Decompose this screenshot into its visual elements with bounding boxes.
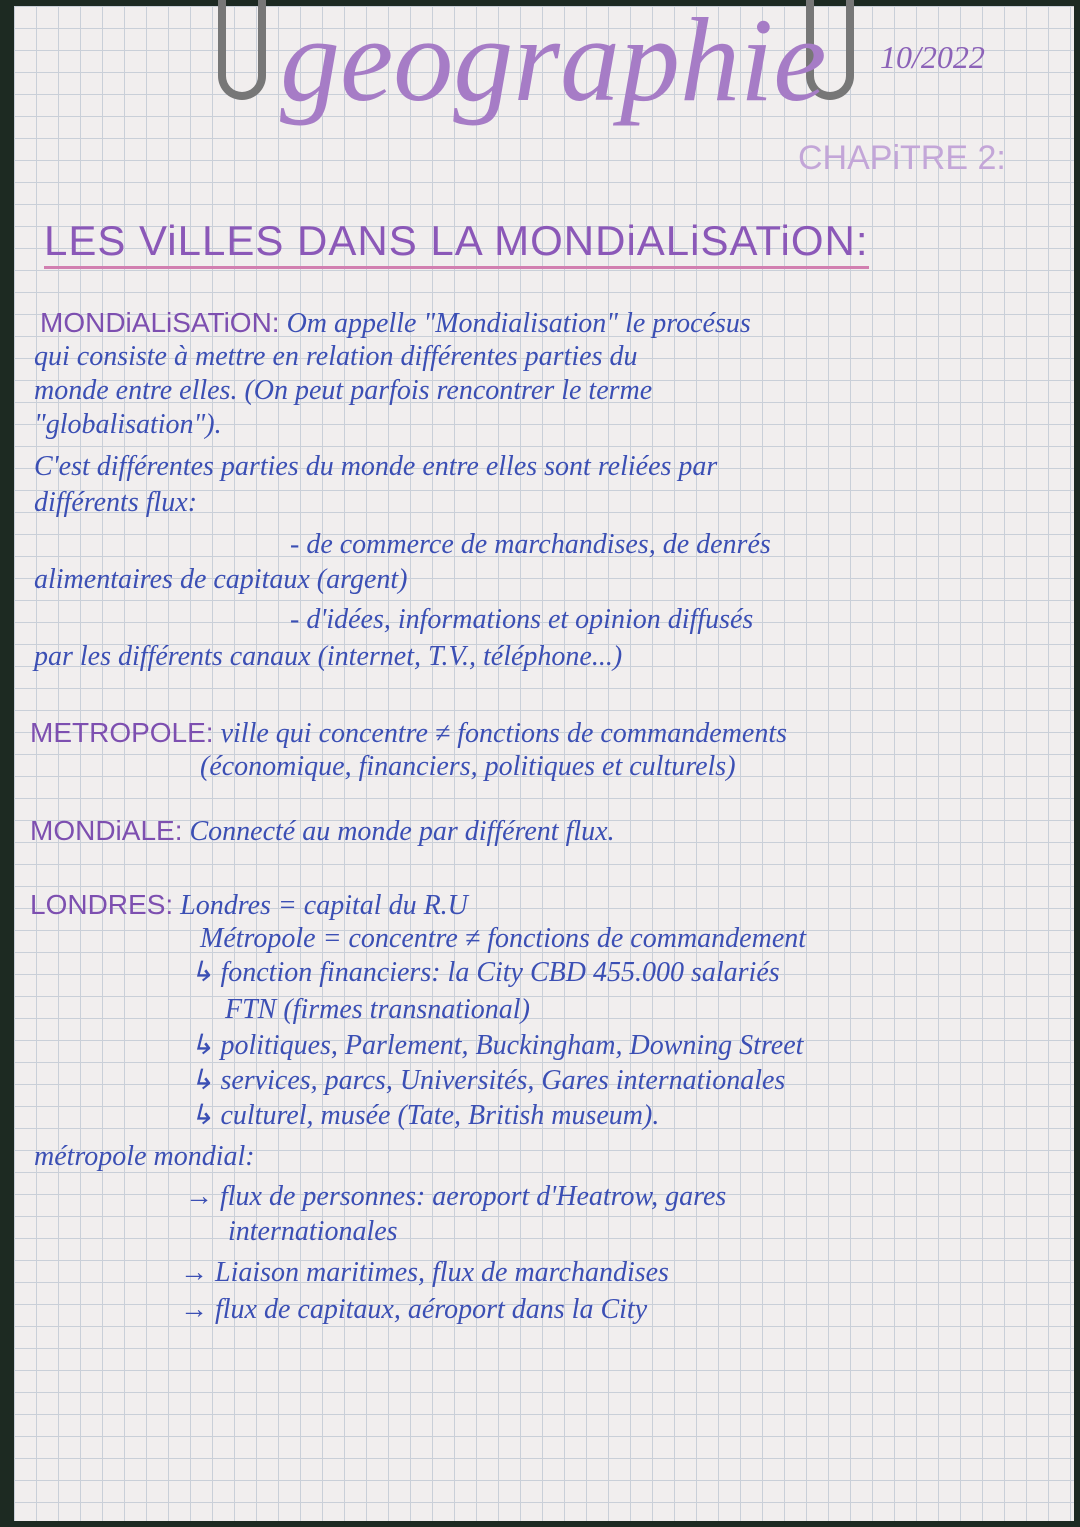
note-line <box>180 1258 669 1289</box>
note-line <box>190 1101 659 1132</box>
note-text: alimentaires de capitaux (argent) <box>34 564 408 595</box>
note-text: métropole mondial: <box>34 1141 255 1172</box>
note-text: → flux de capitaux, aéroport dans la City <box>180 1294 648 1325</box>
note-line <box>290 530 771 561</box>
note-text: Om appelle "Mondialisation" le procésus <box>279 308 751 339</box>
note-line <box>200 752 736 783</box>
note-line <box>34 565 408 596</box>
term-label: MONDiALE: <box>30 815 183 846</box>
term-label: MONDiALiSATiON: <box>40 307 280 338</box>
note-text: par les différents canaux (internet, T.V., téléphone...) <box>34 641 623 672</box>
note-text: FTN (firmes transnational) <box>225 994 530 1025</box>
note-text: ville qui concentre ≠ fonctions de commandements <box>213 718 787 749</box>
note-text: ↳ fonction financiers: la City CBD 455.000 salariés <box>190 957 780 988</box>
note-text: → flux de personnes: aeroport d'Heatrow, gares <box>185 1181 727 1212</box>
chapter-label: CHAPiTRE 2: <box>798 139 1006 177</box>
note-line <box>290 605 753 636</box>
note-line <box>190 958 780 989</box>
note-text: monde entre elles. (On peut parfois rencontrer le terme <box>34 375 653 406</box>
note-line <box>200 924 806 955</box>
note-line <box>228 1217 398 1248</box>
note-text: C'est différentes parties du monde entre elles sont reliées par <box>34 451 718 482</box>
page-title: geographie <box>280 0 827 126</box>
note-text: - d'idées, informations et opinion diffusés <box>290 604 754 635</box>
note-line <box>30 816 615 848</box>
note-line <box>34 376 652 407</box>
chapter-heading: LES ViLLES DANS LA MONDiALiSATiON: <box>44 218 869 269</box>
note-text: ↳ services, parcs, Universités, Gares internationales <box>190 1065 786 1096</box>
note-line <box>34 488 197 519</box>
note-line <box>180 1295 647 1326</box>
binder-ring <box>218 0 266 100</box>
term-label: METROPOLE: <box>30 717 214 748</box>
note-text: (économique, financiers, politiques et culturels) <box>200 751 736 782</box>
note-line <box>190 1031 803 1062</box>
note-line <box>34 642 622 673</box>
term-label: LONDRES: <box>30 889 174 920</box>
note-text: Métropole = concentre ≠ fonctions de commandement <box>200 923 807 954</box>
note-line <box>30 718 787 750</box>
note-text: Connecté au monde par différent flux. <box>182 816 615 847</box>
note-text: - de commerce de marchandises, de denrés <box>290 529 771 560</box>
note-text: Londres = capital du R.U <box>173 890 468 921</box>
note-text: "globalisation"). <box>34 409 222 440</box>
note-line <box>34 410 222 441</box>
note-line <box>185 1182 726 1213</box>
note-line <box>40 308 751 340</box>
note-line <box>30 890 468 922</box>
note-line <box>225 995 530 1026</box>
note-line <box>190 1066 785 1097</box>
note-text: qui consiste à mettre en relation différentes parties du <box>34 341 638 372</box>
note-text: ↳ culturel, musée (Tate, British museum). <box>190 1100 660 1131</box>
note-text: → Liaison maritimes, flux de marchandises <box>180 1257 669 1288</box>
note-line <box>34 1142 255 1173</box>
note-text: internationales <box>228 1216 398 1247</box>
note-line <box>34 452 717 483</box>
note-line <box>34 342 637 373</box>
note-text: ↳ politiques, Parlement, Buckingham, Downing Street <box>190 1030 804 1061</box>
date: 10/2022 <box>880 39 985 75</box>
note-text: différents flux: <box>34 487 198 518</box>
